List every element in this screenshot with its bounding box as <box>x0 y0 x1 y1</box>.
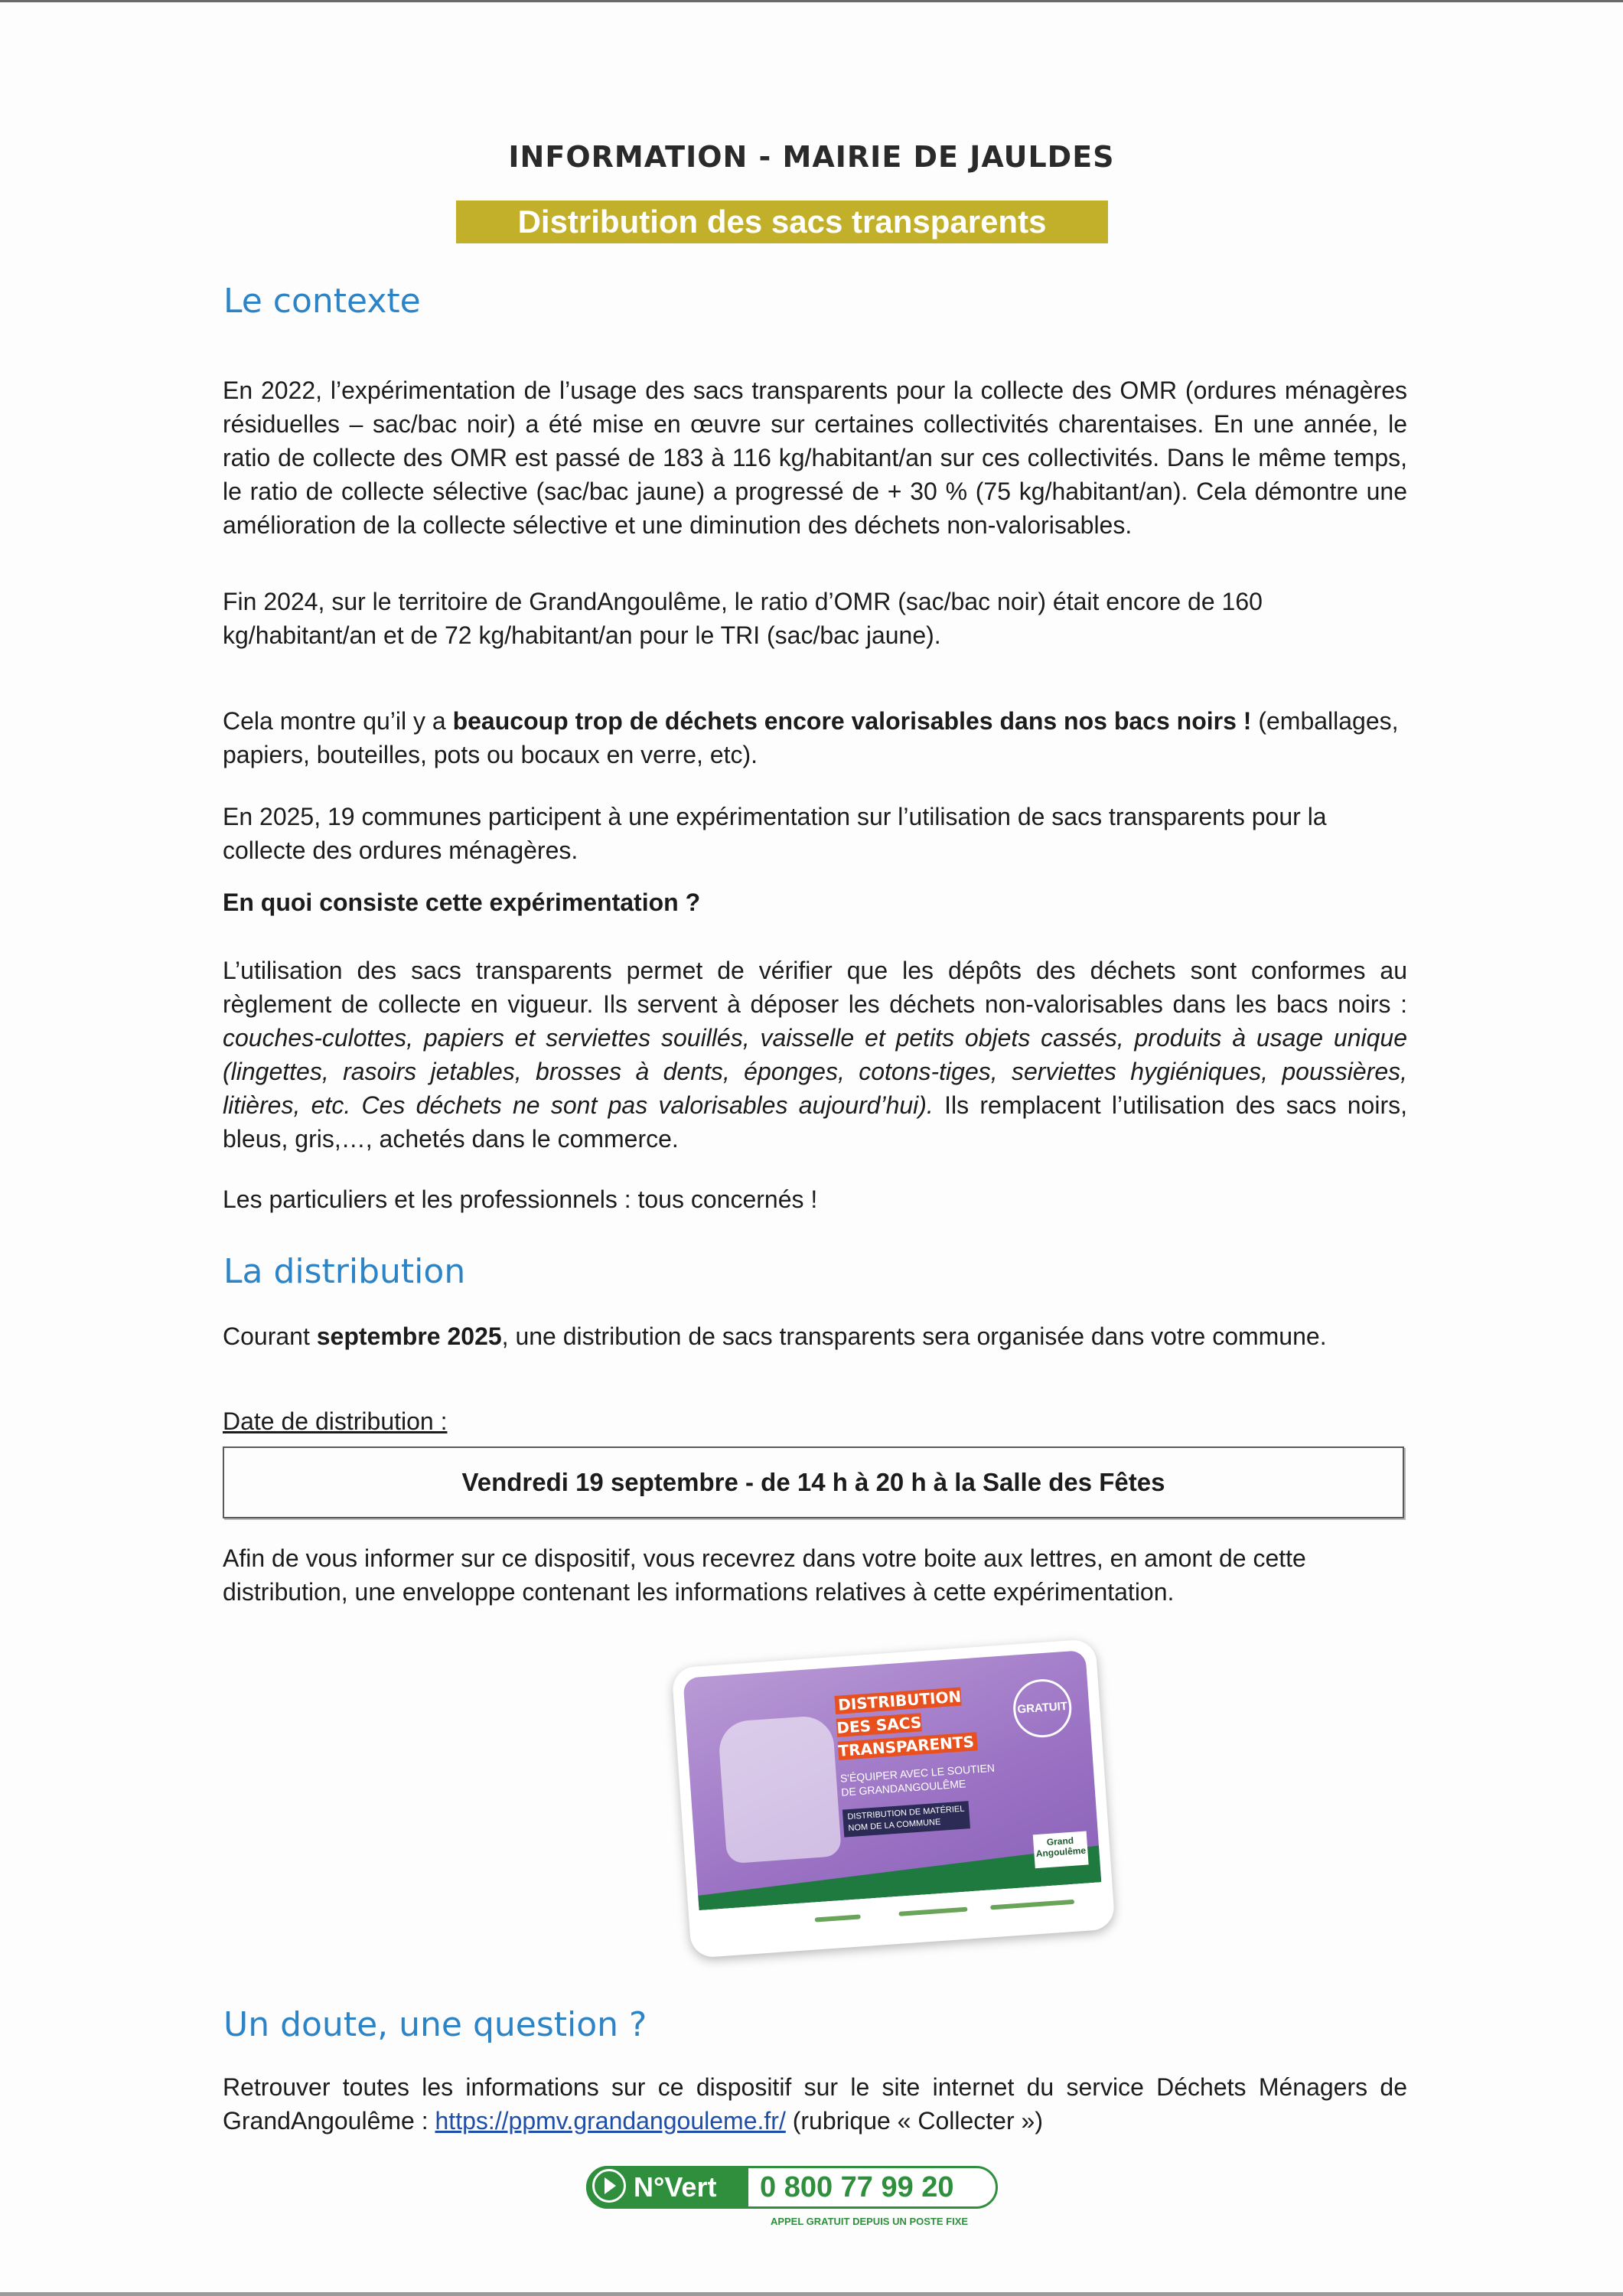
top-border <box>0 0 1623 2</box>
distribution-paragraph-2: Afin de vous informer sur ce dispositif, vous recevrez dans votre boite aux lettres, en amont de cette distribution, une enveloppe contenant les informations relatives à cette expérimentation. <box>223 1544 1306 1606</box>
flyer-gratuit-badge: GRATUIT <box>1012 1678 1074 1740</box>
date-label: Date de distribution : <box>223 1407 448 1435</box>
phone-number[interactable]: 0 800 77 99 20 <box>760 2171 954 2203</box>
section-heading-contexte: Le contexte <box>223 282 421 321</box>
date-box <box>223 1446 1404 1518</box>
contexte-paragraph-1: En 2022, l’expérimentation de l’usage des sacs transparents pour la collecte des OMR (ordures ménagères résiduelles – sac/bac noir) a été mise en œuvre sur certaines collectivités charentaises. En une année, le ratio de collecte des OMR est passé de 183 à 116 kg/habitant/an sur ces collectivités. Dans le même temps, le ratio de collecte sélective (sac/bac jaune) a progressé de + 30 % (75 kg/habitant/an). Cela démontre une amélioration de la collecte sélective et une diminution des déchets non-valorisables. <box>223 377 1407 539</box>
numero-vert-badge <box>586 2166 998 2227</box>
contexte-paragraph-6: Les particuliers et les professionnels : tous concernés ! <box>223 1186 818 1213</box>
bottom-border <box>0 2292 1623 2296</box>
date-value: Vendredi 19 septembre - de 14 h à 20 h à la Salle des Fêtes <box>461 1468 1165 1496</box>
grandangouleme-logo: Grand Angoulême <box>1033 1831 1089 1869</box>
flyer-subline: S'ÉQUIPER AVEC LE SOUTIEN DE GRANDANGOULÊME <box>839 1761 996 1799</box>
arrow-right-icon <box>592 2169 626 2203</box>
flyer-headline: DISTRIBUTION DES SACS TRANSPARENTS <box>834 1681 1015 1763</box>
experimentation-question-heading: En quoi consiste cette expérimentation ? <box>223 889 701 916</box>
contexte-paragraph-3: Cela montre qu’il y a beaucoup trop de déchets encore valorisables dans nos bacs noirs ! (emballages, papiers, bouteilles, pots ou bocaux en verre, etc). <box>223 707 1399 768</box>
flyer-image <box>671 1639 1115 1958</box>
page-subtitle: Distribution des sacs transparents <box>456 201 1108 243</box>
flyer-tag: DISTRIBUTION DE MATÉRIEL NOM DE LA COMMUNE <box>842 1801 970 1837</box>
section-heading-question: Un doute, une question ? <box>223 2005 647 2044</box>
distribution-paragraph-1: Courant septembre 2025, une distribution de sacs transparents sera organisée dans votre commune. <box>223 1322 1327 1350</box>
trash-bag-icon <box>718 1714 842 1864</box>
waste-list: couches-culottes, papiers et serviettes souillés, vaisselle et petits objets cassés, produits à usage unique (lingettes, rasoirs jetables, brosses à dents, éponges, cotons-tiges, serviettes hygiéniques, poussières, litières, etc. Ces déchets ne sont pas valorisables aujourd’hui). <box>223 1024 1407 1119</box>
numero-vert-label-block: N°Vert <box>586 2166 748 2209</box>
contexte-paragraph-5: L’utilisation des sacs transparents permet de vérifier que les dépôts des déchets sont conformes au règlement de collecte en vigueur. Ils servent à déposer les déchets non-valorisables dans les bacs noirs : couches-culottes, papiers et serviettes souillés, vaisselle et petits objets cassés, produits à usage unique (lingettes, rasoirs jetables, brosses à dents, éponges, cotons-tiges, serviettes hygiéniques, poussières, litières, etc. Ces déchets ne sont pas valorisables aujourd’hui). Ils remplacent l’utilisation des sacs noirs, bleus, gris,…, achetés dans le commerce. <box>223 957 1408 1153</box>
question-paragraph: Retrouver toutes les informations sur ce dispositif sur le site internet du service Déchets Ménagers de GrandAngoulême : https://ppmv.grandangouleme.fr/ (rubrique « Collecter ») <box>223 2073 1407 2135</box>
section-heading-distribution: La distribution <box>223 1252 466 1291</box>
emphasis-text: beaucoup trop de déchets encore valorisables dans nos bacs noirs ! <box>452 707 1252 735</box>
phone-note: APPEL GRATUIT DEPUIS UN POSTE FIXE <box>770 2216 969 2227</box>
contexte-paragraph-4: En 2025, 19 communes participent à une expérimentation sur l’utilisation de sacs transparents pour la collecte des ordures ménagères. <box>223 803 1327 864</box>
page-title: INFORMATION - MAIRIE DE JAULDES <box>508 140 1115 174</box>
contexte-paragraph-2: Fin 2024, sur le territoire de GrandAngoulême, le ratio d’OMR (sac/bac noir) était encore de 160 kg/habitant/an et de 72 kg/habitant/an pour le TRI (sac/bac jaune). <box>223 588 1263 649</box>
website-link[interactable]: https://ppmv.grandangouleme.fr/ <box>435 2107 786 2135</box>
